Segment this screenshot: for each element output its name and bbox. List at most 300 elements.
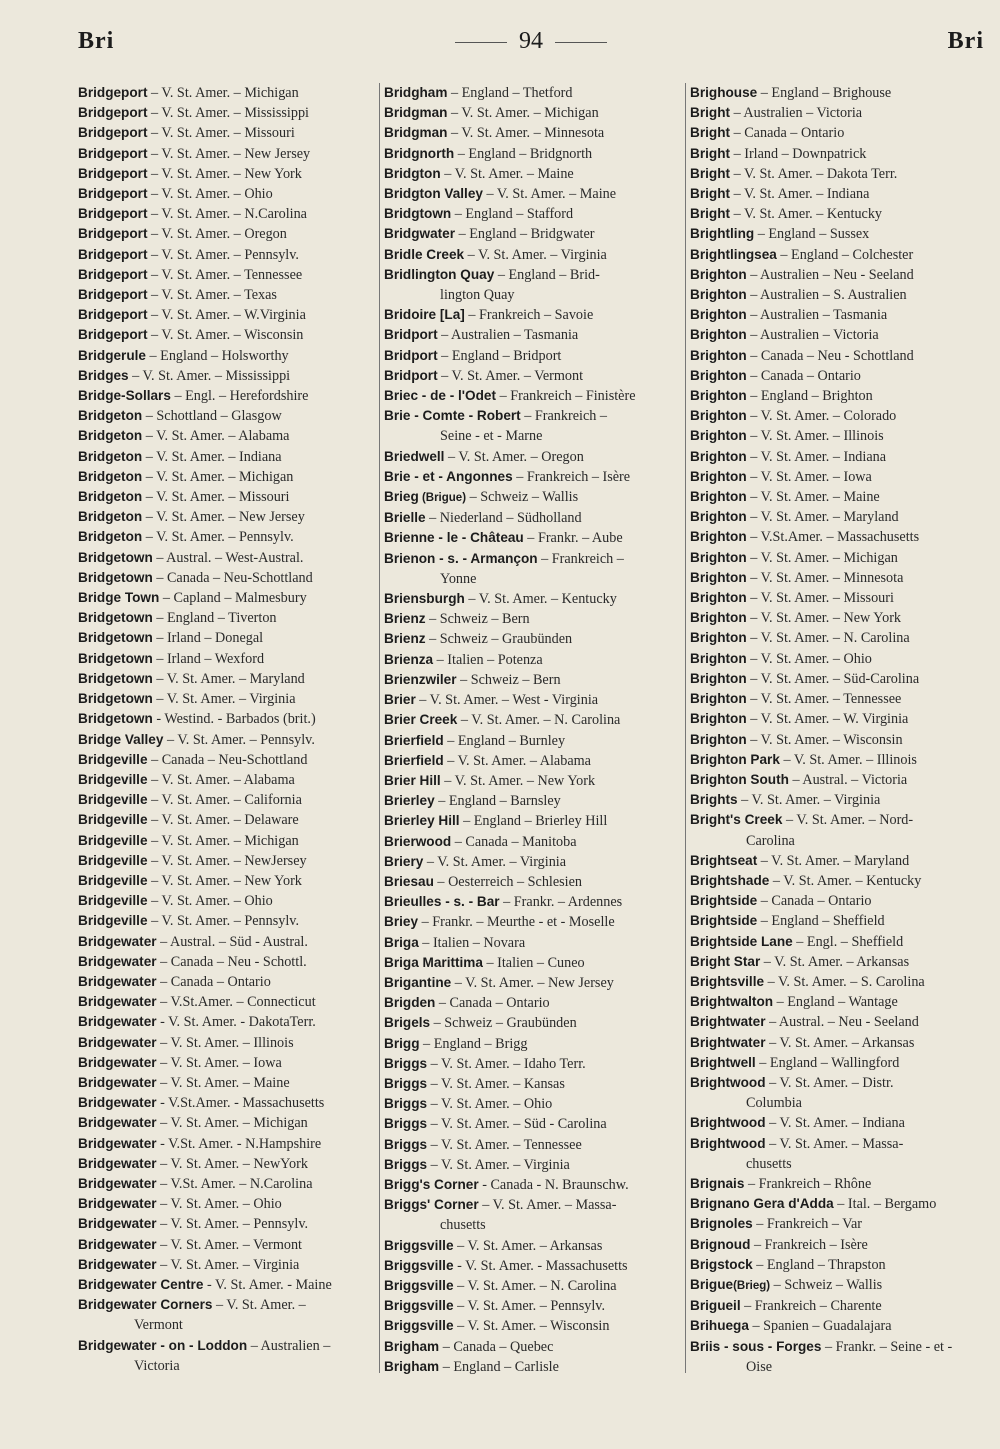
entry-term: Bridgewater: [78, 1115, 157, 1131]
entry-location: – V. St. Amer. – New York: [147, 872, 302, 889]
entry-term: Bridgeton: [78, 529, 143, 545]
entry-term: Bridgewater Corners: [78, 1297, 213, 1313]
entry-term: Briggs: [384, 1055, 428, 1071]
gazetteer-entry: [384, 1013, 680, 1033]
entry-location: – V. St. Amer. – Missouri: [142, 489, 290, 506]
entry-term: Bridgeport: [78, 125, 148, 141]
entry-term: Bridgeport: [78, 145, 148, 161]
gazetteer-entry: [78, 831, 373, 851]
entry-term: Brigg's Corner: [384, 1176, 479, 1192]
gazetteer-entry: [690, 1113, 984, 1133]
entry-location: – V. St. Amer. – Maryland: [746, 509, 899, 526]
entry-term: Brigue: [690, 1276, 734, 1292]
entry-term: Briec - de - l'Odet: [384, 388, 497, 404]
gazetteer-entry: [690, 426, 984, 446]
gazetteer-entry: [78, 467, 373, 487]
gazetteer-entry: [384, 1316, 680, 1336]
gazetteer-entry: [384, 690, 680, 710]
entry-term: Bridoire [La]: [384, 307, 465, 323]
entry-location: – Canada – Ontario: [757, 893, 872, 910]
entry-location: – Australien – S. Australien: [746, 287, 907, 304]
entry-location: – V. St. Amer. – Massa-: [478, 1197, 617, 1214]
gazetteer-entry: [384, 406, 680, 426]
entry-term: Bridgewater: [78, 1014, 157, 1030]
entry-location: – V. St. Amer. – Michigan: [142, 468, 294, 485]
entry-term: Brielle: [384, 510, 426, 526]
gazetteer-entry: [384, 1094, 680, 1114]
gazetteer-entry: [384, 467, 680, 487]
gazetteer-entry: [78, 305, 373, 325]
gazetteer-entry: [78, 346, 373, 366]
entry-term-alias: (Brieg): [733, 1279, 771, 1292]
entry-term: Brightsville: [690, 973, 765, 989]
gazetteer-entry: [690, 669, 984, 689]
entry-location: – Schweiz – Wallis: [466, 489, 579, 506]
entry-term: Brighton: [690, 307, 747, 323]
entry-location: – Italien – Novara: [418, 934, 526, 951]
entry-term: Bridgewater: [78, 1095, 157, 1111]
gazetteer-entry: [78, 224, 373, 244]
entry-term: Bridgetown: [78, 650, 153, 666]
gazetteer-entry: [78, 103, 373, 123]
gazetteer-entry: [78, 992, 373, 1012]
entry-location: – V. St. Amer. – Oregon: [444, 448, 584, 465]
entry-location: – V. St. Amer. – New Jersey: [142, 509, 305, 526]
gazetteer-entry: [78, 1275, 373, 1295]
entry-continuation-text: Carolina: [746, 832, 795, 849]
gazetteer-entry: [384, 912, 680, 932]
gazetteer-entry: [384, 629, 680, 649]
gazetteer-entry: [690, 709, 984, 729]
entry-location: – Frankreich –: [537, 550, 624, 567]
entry-location: – England – Wantage: [773, 994, 898, 1011]
entry-location: – V. St. Amer. – W.Virginia: [147, 307, 306, 324]
entry-location: – V. St. Amer. – Virginia: [464, 246, 607, 263]
entry-location: - V.St.Amer. - Massachusetts: [156, 1095, 325, 1112]
entry-location: – V. St. Amer. – Alabama: [142, 428, 290, 445]
entry-location: – England – Thrapston: [752, 1256, 886, 1273]
gazetteer-entry: [78, 1154, 373, 1174]
gazetteer-entry: [384, 224, 680, 244]
entry-term: Bridgewater: [78, 1236, 157, 1252]
gazetteer-entry: [384, 346, 680, 366]
entry-location: – V. St. Amer. – Pennsylv.: [147, 913, 300, 930]
entry-location: – V. St. Amer. – New Jersey: [451, 974, 614, 991]
gazetteer-entry: [78, 366, 373, 386]
entry-term: Briis - sous - Forges: [690, 1338, 822, 1354]
gazetteer-entry: [78, 608, 373, 628]
entry-term-alias: (Brigue): [418, 492, 467, 505]
entry-location: – England – Brighton: [746, 388, 873, 405]
column-3: [690, 83, 984, 1423]
gazetteer-entry: [690, 1033, 984, 1053]
gazetteer-entry: [384, 953, 680, 973]
entry-location: – V. St. Amer. –: [212, 1297, 306, 1314]
entry-location: – V. St. Amer. – Maine: [440, 165, 574, 182]
entry-location: – V. St. Amer. – Kentucky: [464, 591, 617, 608]
entry-term: Bridgeville: [78, 913, 148, 929]
entry-location: – England – Brighouse: [757, 85, 892, 101]
entry-term: Brigantine: [384, 974, 452, 990]
gazetteer-entry: [384, 731, 680, 751]
gazetteer-entry: [78, 1336, 373, 1356]
entry-location: – V. St. Amer. – Maine: [156, 1074, 290, 1091]
entry-term: Brignoles: [690, 1216, 753, 1232]
entry-term: Brighton: [690, 448, 747, 464]
entry-location: – Schweiz – Graubünden: [430, 1015, 577, 1032]
entry-location: – Australien – Tasmania: [437, 327, 579, 344]
gazetteer-entry: [384, 811, 680, 831]
entry-location: – England – Brierley Hill: [459, 813, 608, 830]
entry-continuation: [78, 1356, 373, 1376]
entry-location: – Austral. – Neu - Seeland: [765, 1014, 919, 1031]
entry-term: Bridgewater: [78, 953, 157, 969]
entry-location: – Canada – Neu-Schottland: [152, 569, 313, 586]
entry-term: Brie - et - Angonnes: [384, 468, 513, 484]
entry-location: – V. St. Amer. – Texas: [147, 287, 277, 304]
gazetteer-entry: [384, 245, 680, 265]
gazetteer-entry: [384, 184, 680, 204]
gazetteer-entry: [384, 832, 680, 852]
entry-term: Bridgeport: [78, 266, 148, 282]
gazetteer-entry: [690, 1214, 984, 1234]
entry-term: Bridgetown: [78, 569, 153, 585]
entry-location: – Spanien – Guadalajara: [748, 1318, 892, 1335]
entry-location: – V. St. Amer. – New Jersey: [147, 145, 311, 162]
gazetteer-entry: [384, 609, 680, 629]
entry-term: Brightside: [690, 913, 758, 929]
gazetteer-entry: [690, 265, 984, 285]
entry-term: Brightwater: [690, 1034, 766, 1050]
gazetteer-entry: [690, 992, 984, 1012]
entry-location: – England – Stafford: [451, 206, 574, 223]
entry-location: – V. St. Amer. – Missouri: [147, 125, 295, 142]
entry-location: – England – Holsworthy: [145, 347, 289, 364]
entry-location: – V. St. Amer. – Vermont: [437, 367, 584, 384]
entry-location: – Austral. – Victoria: [788, 771, 908, 788]
gazetteer-entry: [78, 568, 373, 588]
entry-term: Briesau: [384, 873, 434, 889]
entry-term: Bridlington Quay: [384, 266, 495, 282]
entry-location: – V. St. Amer. – Vermont: [156, 1236, 303, 1253]
entry-location: – V. St. Amer. – Kansas: [427, 1075, 565, 1092]
entry-location: – V. St. Amer. – Kentucky: [769, 872, 922, 889]
entry-location: – V. St. Amer. – Maryland: [152, 670, 305, 687]
entry-continuation-text: Vermont: [134, 1317, 183, 1334]
entry-term: Bridgewater: [78, 1196, 157, 1212]
gazetteer-entry: [690, 346, 984, 366]
entry-location: – England – Wallingford: [755, 1054, 900, 1071]
entry-term: Bridgeport: [78, 206, 148, 222]
entry-continuation-text: Seine - et - Marne: [440, 428, 543, 445]
entry-term: Bright: [690, 206, 731, 222]
entry-location: – Schweiz – Bern: [425, 611, 530, 628]
entry-term: Brighton: [690, 347, 747, 363]
gazetteer-entry: [78, 588, 373, 608]
entry-term: Bridgeport: [78, 287, 148, 303]
entry-term: Bridgeville: [78, 872, 148, 888]
entry-continuation: [384, 285, 680, 305]
page-header: [78, 28, 984, 68]
gazetteer-entry: [690, 871, 984, 891]
gazetteer-entry: [78, 325, 373, 345]
entry-term: Brienne - le - Château: [384, 530, 524, 546]
entry-term: Bridgeport: [78, 186, 148, 202]
entry-term: Briga: [384, 934, 419, 950]
gazetteer-entry: [78, 426, 373, 446]
gazetteer-entry: [384, 83, 680, 103]
entry-location: – V. St. Amer. – N. Carolina: [746, 630, 910, 647]
entry-location: – Frankreich – Isère: [750, 1236, 868, 1253]
entry-term: Brierwood: [384, 833, 452, 849]
entry-location: – V. St. Amer. – Illinois: [156, 1034, 294, 1051]
gazetteer-entry: [690, 1134, 984, 1154]
entry-term: Brier: [384, 692, 416, 708]
entry-term: Bridgton Valley: [384, 186, 483, 202]
gazetteer-entry: [78, 1033, 373, 1053]
entry-term: Briggsville: [384, 1298, 454, 1314]
entry-term: Briggs' Corner: [384, 1197, 479, 1213]
gazetteer-entry: [690, 851, 984, 871]
entry-location: – V. St. Amer. – Ohio: [147, 893, 273, 910]
gazetteer-entry: [384, 1236, 680, 1256]
gazetteer-entry: [78, 932, 373, 952]
page-number: 94: [519, 28, 543, 54]
entry-location: – Ital. – Bergamo: [833, 1196, 937, 1213]
gazetteer-entry: [78, 1194, 373, 1214]
gazetteer-entry: [78, 628, 373, 648]
entry-term: Bridgetown: [78, 691, 153, 707]
gazetteer-entry: [690, 507, 984, 527]
gazetteer-entry: [78, 1174, 373, 1194]
entry-term: Bright Star: [690, 953, 761, 969]
entry-location: – Canada – Ontario: [730, 125, 845, 142]
entry-term: Brihuega: [690, 1318, 749, 1334]
entry-term: Brightlingsea: [690, 246, 777, 262]
entry-term: Brigstock: [690, 1256, 753, 1272]
entry-term: Brignais: [690, 1175, 745, 1191]
entry-term: Bridgeville: [78, 852, 148, 868]
entry-term: Bridge Valley: [78, 731, 164, 747]
entry-term: Bridgewater - on - Loddon: [78, 1337, 248, 1353]
entry-location: – V. St. Amer. – Colorado: [746, 408, 897, 425]
entry-term: Bridgetown: [78, 711, 153, 727]
gazetteer-entry: [690, 628, 984, 648]
gazetteer-entry: [690, 810, 984, 830]
entry-location: – Italien – Cuneo: [482, 954, 585, 971]
header-dash-left: [455, 42, 507, 43]
entry-location: – V. St. Amer. – Indiana: [765, 1115, 905, 1132]
entry-term: Brigham: [384, 1338, 440, 1354]
entry-location: – England – Carlisle: [439, 1358, 559, 1375]
entry-term: Bright's Creek: [690, 812, 783, 828]
entry-location: – Capland – Malmesbury: [159, 590, 307, 607]
entry-term: Brighton: [690, 468, 747, 484]
gazetteer-entry: [384, 650, 680, 670]
entry-term: Brierfield: [384, 732, 444, 748]
entry-term: Brighton: [690, 327, 747, 343]
entry-term: Brightseat: [690, 852, 758, 868]
gazetteer-entry: [78, 952, 373, 972]
entry-term: Bridgeport: [78, 307, 148, 323]
gazetteer-entry: [690, 123, 984, 143]
entry-term: Bridges: [78, 367, 129, 383]
entry-location: – Irland – Downpatrick: [730, 145, 867, 162]
entry-term: Bridge Town: [78, 590, 160, 606]
entry-location: – V. St. Amer. – Maine: [746, 489, 880, 506]
entry-location: – V. St. Amer. – Pennsylv.: [163, 731, 315, 748]
entry-location: – V. St. Amer. – Wisconsin: [746, 731, 903, 748]
entry-continuation: [384, 426, 680, 446]
entry-continuation-text: Columbia: [746, 1095, 802, 1112]
gazetteer-entry: [78, 507, 373, 527]
entry-location: - V. St. Amer. - Maine: [203, 1276, 332, 1293]
entry-term: Brightwater: [690, 1014, 766, 1030]
entry-term: Brieulles - s. - Bar: [384, 894, 500, 910]
entry-location: – V. St. Amer. – Arkansas: [453, 1237, 603, 1254]
entry-term: Briga Marittima: [384, 954, 483, 970]
gazetteer-entry: [690, 184, 984, 204]
gazetteer-entry: [690, 1296, 984, 1316]
entry-term: Bright: [690, 145, 731, 161]
entry-term: Bridgeton: [78, 428, 143, 444]
entry-term: Brighton: [690, 549, 747, 565]
entry-term: Brightling: [690, 226, 755, 242]
entry-term: Bridgeville: [78, 893, 148, 909]
entry-location: – V. St. Amer. – Oregon: [147, 226, 287, 243]
entry-location: – V.St. Amer. – N.Carolina: [156, 1175, 313, 1192]
entry-location: – V. St. Amer. – NewYork: [156, 1155, 308, 1172]
gazetteer-entry: [78, 891, 373, 911]
entry-term: Briggsville: [384, 1277, 454, 1293]
entry-location: – Schweiz – Graubünden: [425, 631, 573, 648]
column-2: [384, 83, 680, 1423]
entry-term: Brighton: [690, 731, 747, 747]
entry-location: – V. St. Amer. – Virginia: [737, 792, 881, 809]
entry-location: - Westind. - Barbados (brit.): [152, 711, 316, 728]
entry-location: – V. St. Amer. – N. Carolina: [453, 1277, 617, 1294]
gazetteer-entry: [384, 1034, 680, 1054]
entry-term: Bridgewater Centre: [78, 1276, 204, 1292]
entry-continuation-text: chusetts: [440, 1217, 486, 1234]
gazetteer-entry: [690, 487, 984, 507]
gazetteer-entry: [78, 911, 373, 931]
entry-term: Brienzwiler: [384, 671, 457, 687]
entry-location: – V. St. Amer. – Kentucky: [730, 206, 883, 223]
entry-term: Bridgeton: [78, 468, 143, 484]
gazetteer-entry: [690, 952, 984, 972]
entry-location: – England – Barnsley: [434, 793, 561, 810]
gazetteer-entry: [384, 1155, 680, 1175]
gazetteer-entry: [384, 1054, 680, 1074]
entry-location: – England – Bridgnorth: [454, 145, 593, 162]
column-divider: [685, 83, 686, 1373]
entry-term: Brigueil: [690, 1298, 741, 1314]
entry-location: – V. St. Amer. – Iowa: [156, 1054, 282, 1071]
entry-location: – V. St. Amer. – California: [147, 792, 302, 809]
entry-location: – V. St. Amer. – Mississippi: [128, 367, 291, 384]
entry-term: Brie - Comte - Robert: [384, 408, 521, 424]
gazetteer-entry: [384, 670, 680, 690]
entry-term: Bridport: [384, 347, 438, 363]
gazetteer-entry: [384, 508, 680, 528]
entry-location: – V. St. Amer. – Pennsylv.: [147, 246, 299, 263]
entry-term: Brighton: [690, 367, 747, 383]
entry-term: Briggsville: [384, 1237, 454, 1253]
gazetteer-entry: [384, 1195, 680, 1215]
entry-location: – V. St. Amer. – Virginia: [156, 1256, 300, 1273]
gazetteer-entry: [78, 1073, 373, 1093]
entry-location: – Canada – Ontario: [746, 367, 861, 384]
gazetteer-entry: [78, 1255, 373, 1275]
gazetteer-entry: [690, 406, 984, 426]
entry-location: – V. St. Amer. – New York: [746, 610, 902, 627]
gazetteer-entry: [690, 1337, 984, 1357]
gazetteer-entry: [690, 588, 984, 608]
entry-term: Brighton: [690, 691, 747, 707]
entry-location: – V. St. Amer. – Michigan: [147, 85, 299, 101]
gazetteer-entry: [78, 447, 373, 467]
entry-location: – V. St. Amer. – Pennsylv.: [453, 1298, 606, 1315]
header-page-number-group: [78, 28, 984, 55]
entry-location: – England – Tiverton: [152, 610, 277, 627]
entry-location: – England – Sheffield: [757, 913, 885, 930]
gazetteer-entry: [78, 689, 373, 709]
entry-location: – Canada – Neu-Schottland: [147, 751, 308, 768]
gazetteer-entry: [690, 245, 984, 265]
gazetteer-entry: [690, 1316, 984, 1336]
gazetteer-entry: [690, 770, 984, 790]
entry-term: Bright: [690, 165, 731, 181]
gazetteer-entry: [384, 103, 680, 123]
entry-location: – Oesterreich – Schlesien: [433, 873, 583, 890]
entry-location: – V. St. Amer. – N.Carolina: [147, 206, 307, 223]
gazetteer-entry: [690, 467, 984, 487]
entry-term: Brighton: [690, 630, 747, 646]
entry-location: – V. St. Amer. – Ohio: [156, 1196, 282, 1213]
entry-term: Bridgeville: [78, 792, 148, 808]
entry-location: – Irland – Wexford: [152, 650, 265, 667]
entry-location: – Frankreich –: [520, 408, 607, 425]
entry-term: Brier Hill: [384, 772, 441, 788]
entry-continuation-text: lington Quay: [440, 287, 515, 304]
entry-term: Bridgman: [384, 125, 448, 141]
entry-location: – V. St. Amer. – Indiana: [142, 448, 282, 465]
entry-term: Briggs: [384, 1156, 428, 1172]
gazetteer-entry: [384, 751, 680, 771]
gazetteer-entry: [690, 103, 984, 123]
entry-term: Brierfield: [384, 752, 444, 768]
entry-location: – V. St. Amer. – Minnesota: [447, 125, 605, 142]
entry-term: Brightwood: [690, 1135, 766, 1151]
gazetteer-entry: [384, 1074, 680, 1094]
entry-term: Brightwood: [690, 1115, 766, 1131]
entry-continuation-text: chusetts: [746, 1155, 792, 1172]
gazetteer-entry: [690, 447, 984, 467]
entry-term: Bridgeville: [78, 751, 148, 767]
entry-term: Brienz: [384, 631, 426, 647]
entry-term: Bridgnorth: [384, 145, 455, 161]
entry-location: - V. St. Amer. - Massachusetts: [453, 1257, 628, 1274]
gazetteer-entry: [690, 305, 984, 325]
entry-term: Brienz: [384, 611, 426, 627]
gazetteer-entry: [384, 1337, 680, 1357]
entry-location: – V. St. Amer. – Virginia: [152, 691, 296, 708]
entry-term: Bright: [690, 105, 731, 121]
gazetteer-entry: [384, 1276, 680, 1296]
gazetteer-entry: [690, 1053, 984, 1073]
entry-term: Brighton: [690, 650, 747, 666]
